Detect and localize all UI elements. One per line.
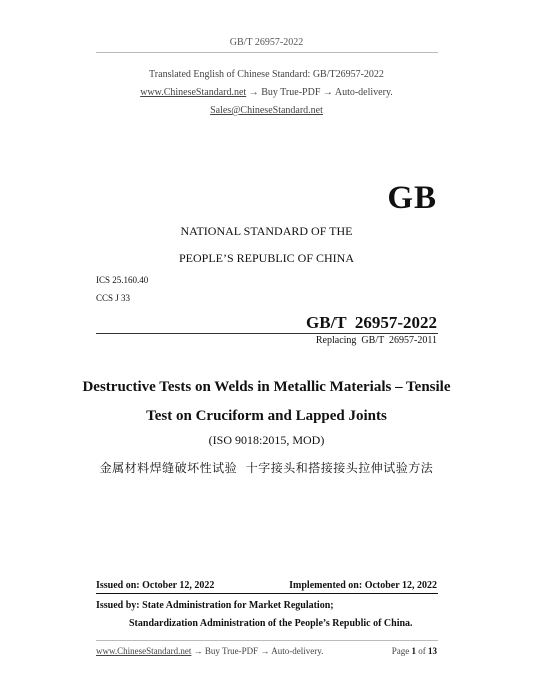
buy-pdf-text: Buy True-PDF: [261, 87, 321, 98]
arrow-icon: →: [322, 87, 333, 98]
ics-code: ICS 25.160.40: [96, 275, 149, 285]
footer-auto-delivery-text: Auto-delivery.: [271, 646, 324, 656]
auto-delivery-text: Auto-delivery.: [334, 87, 393, 98]
translated-notice: Translated English of Chinese Standard: GB/T26957-2022: [149, 69, 384, 80]
footer-site-link[interactable]: www.ChineseStandard.net: [96, 646, 192, 656]
issued-on: Issued on: October 12, 2022: [96, 580, 215, 591]
chinese-title: 金属材料焊缝破坏性试验 十字接头和搭接接头拉伸试验方法: [99, 461, 434, 475]
header-links: [0, 87, 533, 98]
page-total: 13: [428, 646, 437, 656]
replacing-standard: Replacing GB/T 26957-2011: [315, 335, 437, 346]
email-link[interactable]: Sales@ChineseStandard.net: [210, 105, 323, 116]
page-number: [392, 646, 437, 656]
national-standard-line1: NATIONAL STANDARD OF THE: [180, 224, 353, 238]
standard-code: GB/T 26957-2022: [306, 313, 437, 332]
page-of: of: [418, 646, 426, 656]
implemented-on: Implemented on: October 12, 2022: [289, 580, 437, 591]
email-line: [0, 105, 533, 116]
page-label: Page: [391, 646, 410, 656]
footer-buy-pdf-text: Buy True-PDF: [204, 646, 259, 656]
arrow-icon: →: [260, 646, 270, 656]
site-link[interactable]: www.ChineseStandard.net: [140, 87, 247, 98]
arrow-icon: →: [248, 87, 259, 98]
header-divider: [96, 52, 438, 53]
gb-logo: GB: [387, 180, 437, 216]
page-current: 1: [411, 646, 416, 656]
footer-divider: [96, 640, 438, 641]
header-doc-code: GB/T 26957-2022: [229, 37, 304, 48]
ccs-code: CCS J 33: [96, 293, 131, 303]
document-title-line1: Destructive Tests on Welds in Metallic Materials – Tensile: [82, 379, 451, 395]
document-title-line2: Test on Cruciform and Lapped Joints: [146, 408, 387, 424]
issued-by-line1: Issued by: State Administration for Market Regulation;: [96, 600, 334, 611]
standard-divider: [96, 333, 438, 334]
iso-reference: (ISO 9018:2015, MOD): [208, 433, 325, 447]
arrow-icon: →: [193, 646, 203, 656]
issued-by-line2: Standardization Administration of the People’s Republic of China.: [129, 618, 413, 629]
national-standard-line2: PEOPLE’S REPUBLIC OF CHINA: [178, 251, 355, 265]
footer-links: [96, 646, 323, 656]
issue-divider: [96, 593, 438, 594]
